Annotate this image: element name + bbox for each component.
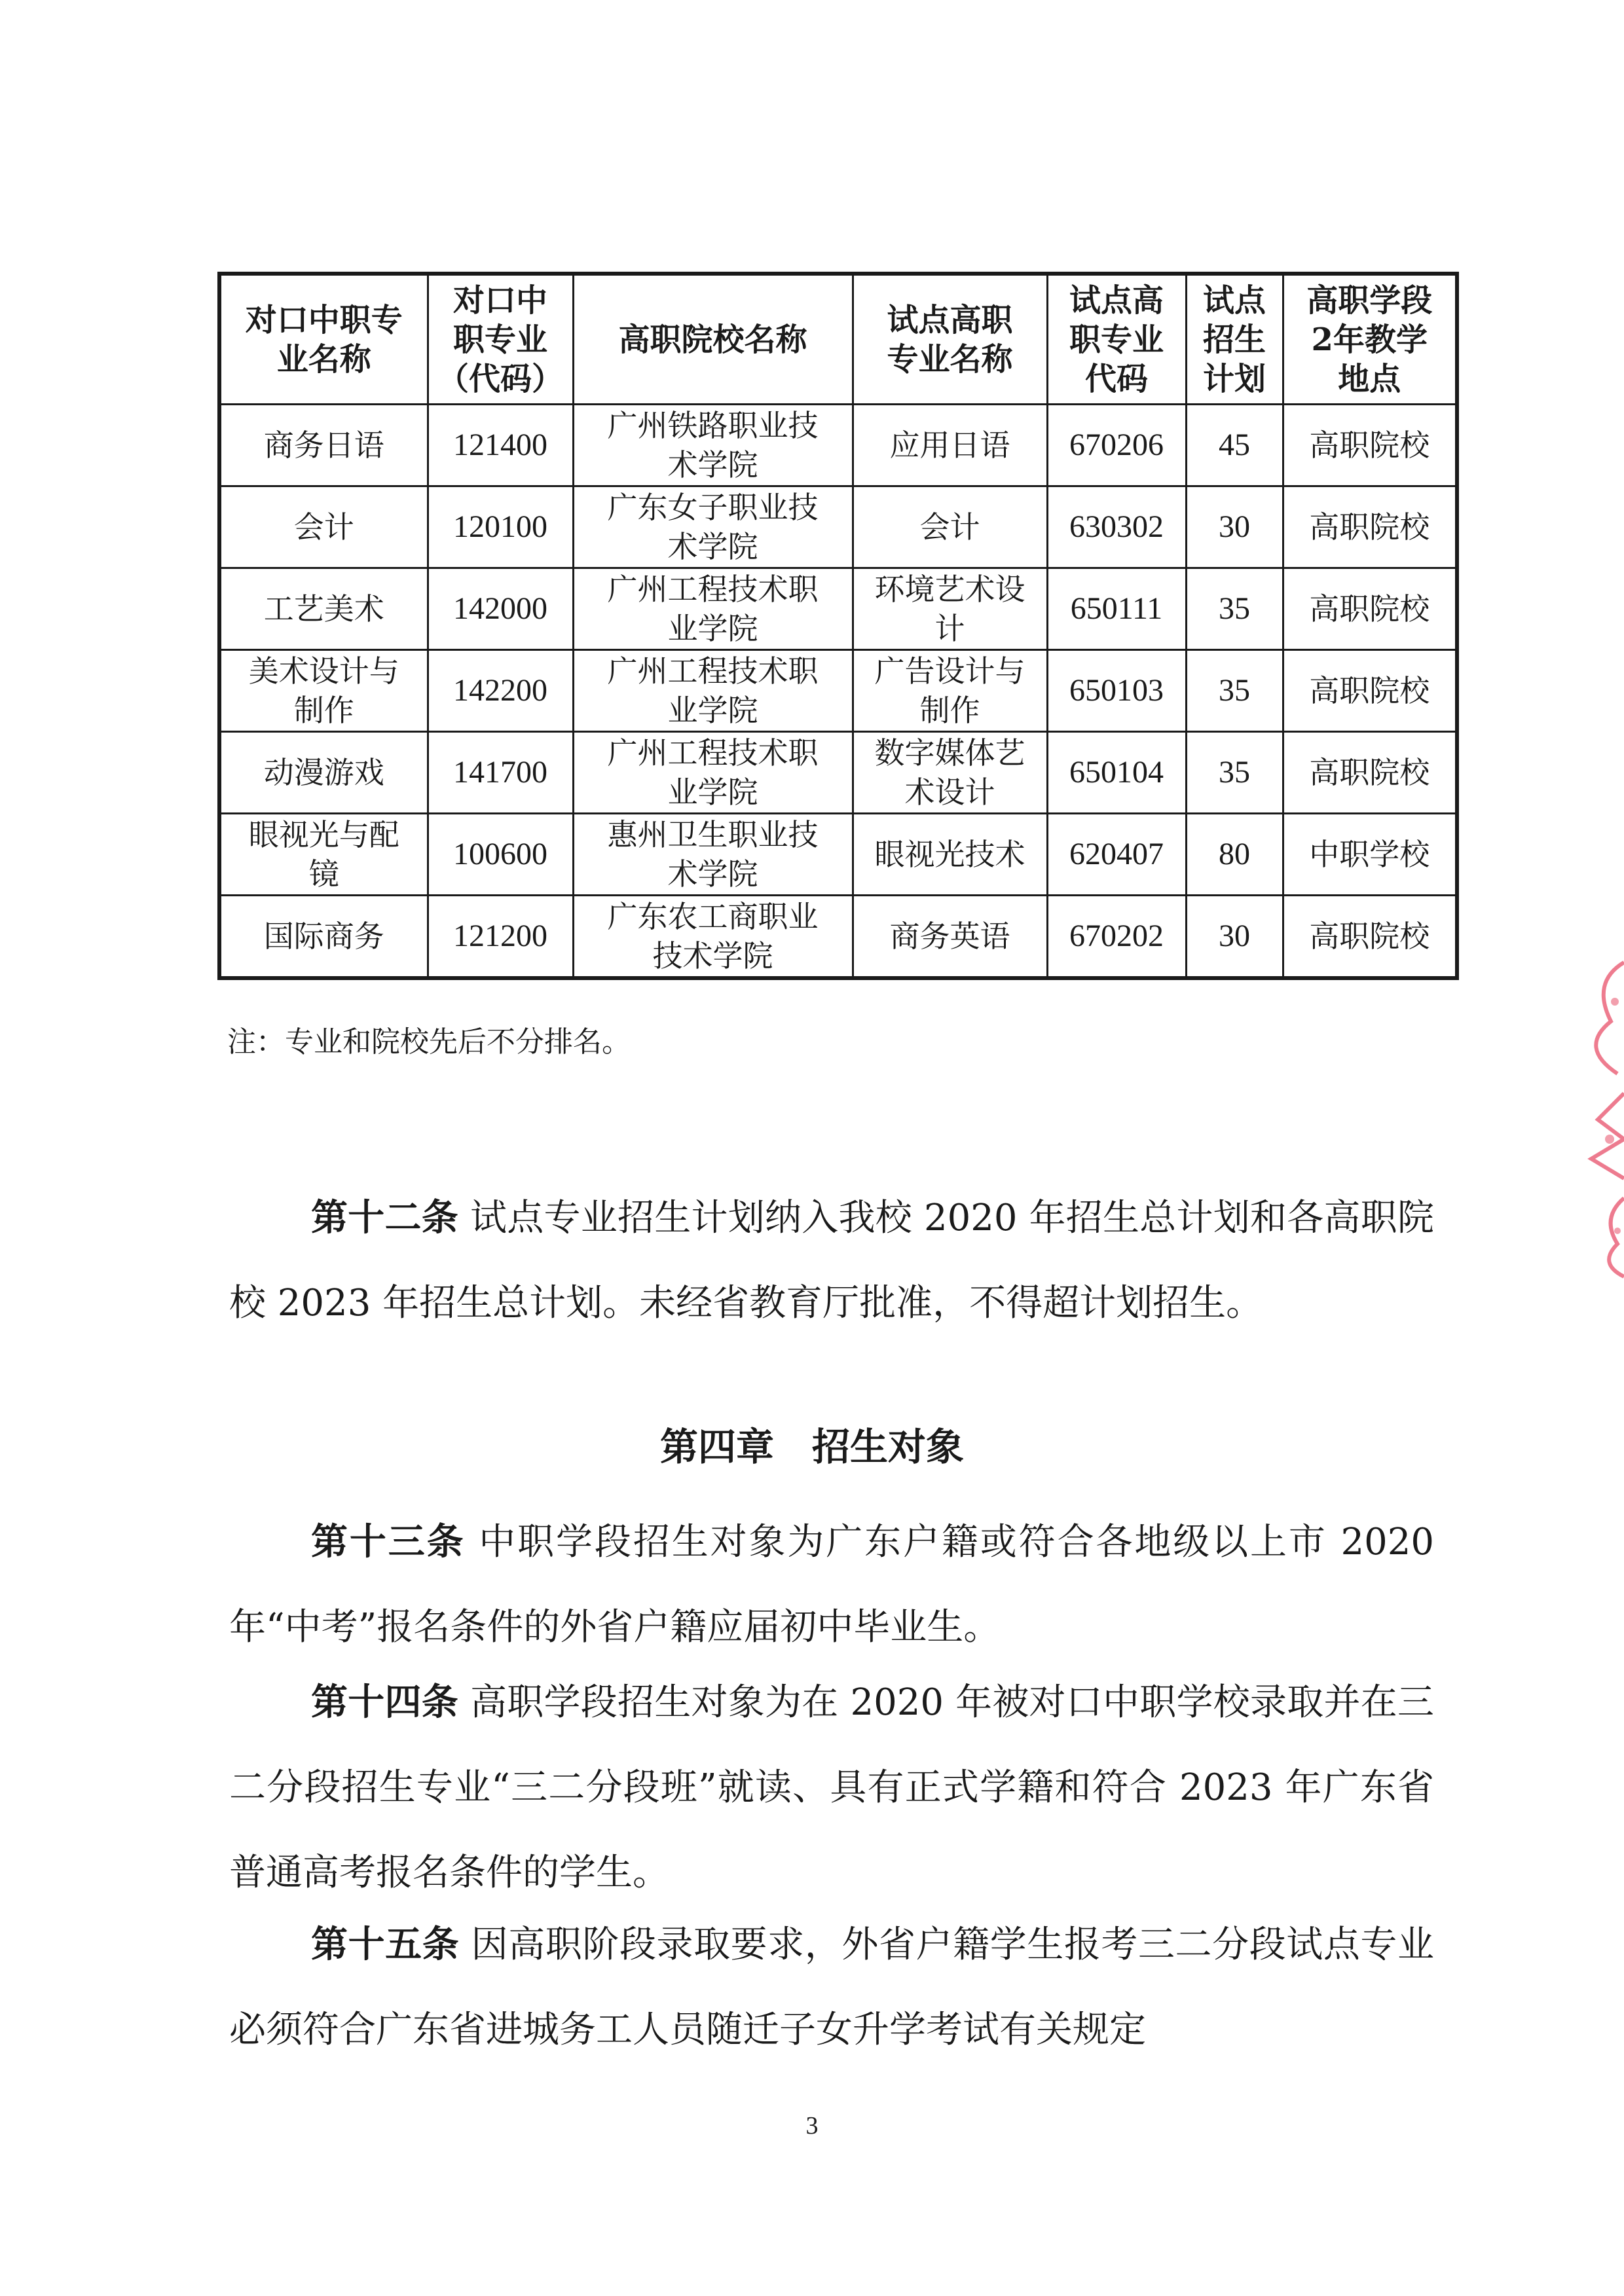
cell-pilot-code: 650104 xyxy=(1047,732,1186,814)
header-major: 对口中职专 业名称 xyxy=(219,274,428,405)
article-15 xyxy=(229,1902,1434,2073)
table-header-row xyxy=(219,274,1457,405)
article-12-title: 第十二条 xyxy=(311,1196,458,1239)
article-12-text: 试点专业招生计划纳入我校 2020 年招生总计划和各高职院校 2023 年招生总计划。未经省教育厅批准，不得超计划招生。 xyxy=(229,1197,1434,1324)
header-location: 高职学段 2年教学 地点 xyxy=(1283,274,1457,405)
article-12 xyxy=(229,1175,1434,1346)
table-row xyxy=(219,732,1457,814)
cell-location: 高职院校 xyxy=(1283,405,1457,486)
cell-pilot-major: 数字媒体艺 术设计 xyxy=(853,732,1047,814)
cell-pilot-code: 620407 xyxy=(1047,814,1186,896)
article-14-title: 第十四条 xyxy=(311,1681,458,1724)
cell-plan: 80 xyxy=(1186,814,1283,896)
table-row xyxy=(219,814,1457,896)
table-row xyxy=(219,896,1457,979)
cell-major-code: 142200 xyxy=(428,650,573,732)
cell-major: 美术设计与 制作 xyxy=(219,650,428,732)
cell-plan: 35 xyxy=(1186,568,1283,650)
article-13-text: 中职学段招生对象为广东户籍或符合各地级以上市 2020 年“中考”报名条件的外省户籍应届初中毕业生。 xyxy=(229,1521,1435,1649)
cell-major-code: 120100 xyxy=(428,486,573,568)
article-13-title: 第十三条 xyxy=(311,1520,466,1563)
cell-pilot-major: 应用日语 xyxy=(853,405,1047,486)
cell-location: 高职院校 xyxy=(1283,568,1457,650)
cell-location: 高职院校 xyxy=(1283,896,1457,979)
cell-major-code: 121400 xyxy=(428,405,573,486)
cell-college: 广州铁路职业技 术学院 xyxy=(573,405,853,486)
header-major-code: 对口中 职专业 （代码） xyxy=(428,274,573,405)
cell-pilot-code: 670206 xyxy=(1047,405,1186,486)
cell-pilot-major: 广告设计与 制作 xyxy=(853,650,1047,732)
red-seal-fragment-icon xyxy=(1572,943,1624,1283)
cell-pilot-major: 会计 xyxy=(853,486,1047,568)
cell-college: 广东女子职业技 术学院 xyxy=(573,486,853,568)
cell-pilot-major: 商务英语 xyxy=(853,896,1047,979)
header-pilot-code: 试点高 职专业 代码 xyxy=(1047,274,1186,405)
cell-major: 动漫游戏 xyxy=(219,732,428,814)
table-note: 注：专业和院校先后不分排名。 xyxy=(227,1025,631,1059)
article-13 xyxy=(229,1499,1434,1670)
cell-pilot-major: 眼视光技术 xyxy=(853,814,1047,896)
cell-major-code: 142000 xyxy=(428,568,573,650)
cell-plan: 35 xyxy=(1186,732,1283,814)
cell-major: 工艺美术 xyxy=(219,568,428,650)
cell-major-code: 141700 xyxy=(428,732,573,814)
article-15-title: 第十五条 xyxy=(311,1923,460,1966)
cell-pilot-major: 环境艺术设 计 xyxy=(853,568,1047,650)
cell-pilot-code: 670202 xyxy=(1047,896,1186,979)
cell-college: 广州工程技术职 业学院 xyxy=(573,568,853,650)
cell-plan: 30 xyxy=(1186,486,1283,568)
cell-major-code: 100600 xyxy=(428,814,573,896)
cell-plan: 45 xyxy=(1186,405,1283,486)
article-14 xyxy=(229,1660,1434,1916)
cell-college: 惠州卫生职业技 术学院 xyxy=(573,814,853,896)
cell-pilot-code: 650111 xyxy=(1047,568,1186,650)
cell-major: 商务日语 xyxy=(219,405,428,486)
cell-major-code: 121200 xyxy=(428,896,573,979)
cell-college: 广东农工商职业 技术学院 xyxy=(573,896,853,979)
cell-major: 眼视光与配 镜 xyxy=(219,814,428,896)
cell-plan: 35 xyxy=(1186,650,1283,732)
article-14-text: 高职学段招生对象为在 2020 年被对口中职学校录取并在三二分段招生专业“三二分段班”就读、具有正式学籍和符合 2023 年广东省普通高考报名条件的学生。 xyxy=(229,1681,1434,1894)
page-number: 3 xyxy=(805,2112,819,2140)
cell-location: 中职学校 xyxy=(1283,814,1457,896)
cell-plan: 30 xyxy=(1186,896,1283,979)
chapter-heading: 第四章 招生对象 xyxy=(659,1425,964,1469)
article-15-text: 因高职阶段录取要求，外省户籍学生报考三二分段试点专业必须符合广东省进城务工人员随迁子女升学考试有关规定 xyxy=(229,1923,1434,2051)
header-plan: 试点 招生 计划 xyxy=(1186,274,1283,405)
cell-major: 国际商务 xyxy=(219,896,428,979)
cell-location: 高职院校 xyxy=(1283,732,1457,814)
table-row xyxy=(219,568,1457,650)
table-row xyxy=(219,486,1457,568)
cell-major: 会计 xyxy=(219,486,428,568)
cell-pilot-code: 650103 xyxy=(1047,650,1186,732)
table-row xyxy=(219,405,1457,486)
table-row xyxy=(219,650,1457,732)
header-college: 高职院校名称 xyxy=(573,274,853,405)
cell-location: 高职院校 xyxy=(1283,486,1457,568)
header-pilot-major: 试点高职 专业名称 xyxy=(853,274,1047,405)
cell-college: 广州工程技术职 业学院 xyxy=(573,650,853,732)
cell-pilot-code: 630302 xyxy=(1047,486,1186,568)
cell-college: 广州工程技术职 业学院 xyxy=(573,732,853,814)
cell-location: 高职院校 xyxy=(1283,650,1457,732)
enrollment-plan-table xyxy=(217,272,1459,980)
